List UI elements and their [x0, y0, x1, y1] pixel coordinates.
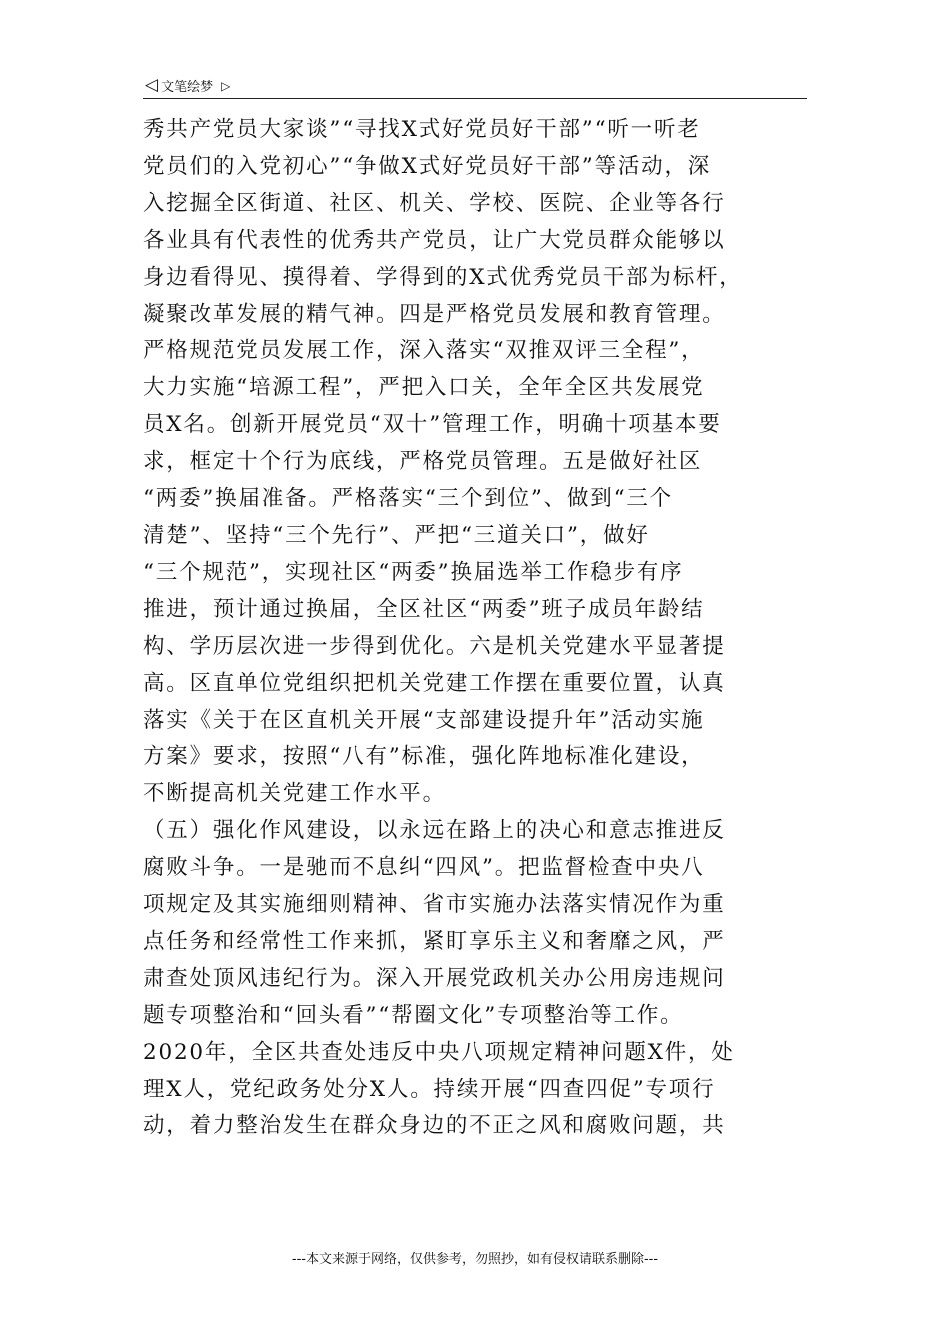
body-line: 点任务和经常性工作来抓，紧盯享乐主义和奢靡之风，严 [143, 928, 726, 954]
body-line: 秀共产党员大家谈”“寻找X式好党员好干部”“听一听老 [143, 117, 701, 142]
body-line: 清楚”、坚持“三个先行”、严把“三道关口”，做好 [143, 522, 650, 548]
body-line: 员X名。创新开展党员“双十”管理工作，明确十项基本要 [143, 412, 722, 438]
body-line: 党员们的入党初心”“争做X式好党员好干部”等活动，深 [143, 153, 712, 179]
brand [145, 76, 230, 95]
page-header [143, 74, 807, 99]
body-line: 大力实施“培源工程”，严把入口关，全年全区共发展党 [143, 375, 705, 401]
body-line: 凝聚改革发展的精气神。四是严格党员发展和教育管理。 [143, 301, 726, 327]
body-line: 构、学历层次进一步得到优化。六是机关党建水平显著提 [143, 633, 726, 659]
body-line: 2020年，全区共查处违反中央八项规定精神问题X件，处 [143, 1039, 735, 1065]
body-line: 腐败斗争。一是驰而不息纠“四风”。把监督检查中央八 [143, 855, 705, 881]
body-line: 推进，预计通过换届，全区社区“两委”班子成员年龄结 [143, 596, 705, 622]
body-line: 入挖掘全区街道、社区、机关、学校、医院、企业等各行 [143, 190, 726, 216]
brand-name: 文笔绘梦 [161, 80, 214, 95]
body-line: 求，框定十个行为底线，严格党员管理。五是做好社区 [143, 449, 703, 475]
body-line: 方案》要求，按照“八有”标准，强化阵地标准化建设， [143, 744, 705, 770]
body-line: 理X人，党纪政务处分X人。持续开展“四查四促”专项行 [143, 1076, 716, 1102]
body-line: 动，着力整治发生在群众身边的不正之风和腐败问题，共 [143, 1113, 726, 1139]
footer-disclaimer: ---本文来源于网络，仅供参考，勿照抄，如有侵权请联系删除--- [291, 1252, 659, 1267]
body-line: 落实《关于在区直机关开展“支部建设提升年”活动实施 [143, 707, 705, 733]
body-line: “三个规范”，实现社区“两委”换届选举工作稳步有序 [143, 559, 684, 585]
body-line: 题专项整治和“回头看”“帮圈文化”专项整治等工作。 [143, 1002, 684, 1028]
document-body [143, 112, 807, 1145]
body-line: 高。区直单位党组织把机关党建工作摆在重要位置，认真 [143, 670, 726, 696]
body-line: 严格规范党员发展工作，深入落实“双推双评三全程”， [143, 338, 705, 364]
body-line: “两委”换届准备。严格落实“三个到位”、做到“三个 [143, 486, 673, 512]
body-line: 各业具有代表性的优秀共产党员，让广大党员群众能够以 [143, 227, 726, 253]
triangle-left-icon: ◁ [145, 75, 159, 95]
body-line: （五）强化作风建设，以永远在路上的决心和意志推进反 [143, 818, 726, 844]
body-line: 肃查处顶风违纪行为。深入开展党政机关办公用房违规问 [143, 965, 726, 991]
triangle-right-icon: ▷ [221, 78, 231, 93]
body-line: 身边看得见、摸得着、学得到的X式优秀党员干部为标杆， [143, 264, 743, 290]
body-line: 不断提高机关党建工作水平。 [143, 781, 446, 807]
body-line: 项规定及其实施细则精神、省市实施办法落实情况作为重 [143, 892, 726, 918]
